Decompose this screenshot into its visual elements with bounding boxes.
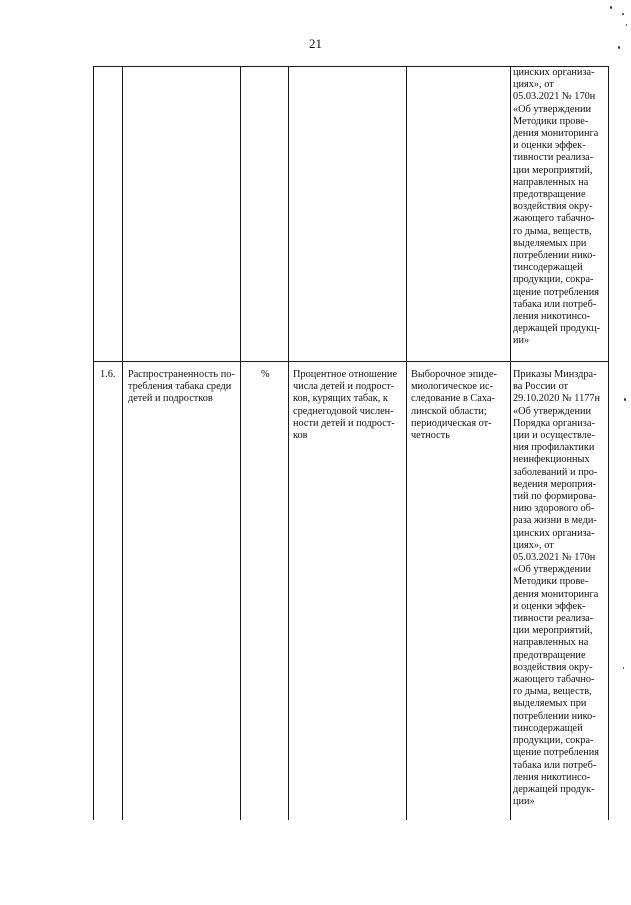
table-divider-3 [288,66,289,820]
scan-speck [624,398,626,401]
table-divider-5 [510,66,511,820]
table-border-right [608,66,609,820]
unit-cell: % [261,369,270,380]
indicator-name-cell: Распространенность по- требления табака среди детей и подростков [128,369,235,405]
table-border-left [93,66,94,820]
scan-speck [618,46,620,49]
page-number: 21 [309,36,322,51]
scan-speck [623,667,624,669]
legal-basis-cell: Приказы Минздра- ва России от 29.10.2020 № 1177н «Об утверждении Порядка организа- ции и осуществле- ния профилактики неинфекционных заболеваний и про- ведения мероприя- тий по формирова- нию здорового об- раза жизни в меди- цинских организа- циях», от 05.03.2021 № 170н «Об утверждении Методики прове- дения мониторинга и оценки эффек- тивности реализа- ции мероприятий, направленных на предотвращение воздействия окру- жающего табачно- го дыма, веществ, выделяемых при потреблении нико- тинсодержащей продукции, сокра- щение потребления табака или потреб- ления никотинсо- держащей продук- ции» [513,369,601,808]
table-divider-1 [122,66,123,820]
data-source-cell: Выборочное эпиде- миологическое ис- следование в Саха- линской области; периодическая от- четность [411,369,497,442]
table-divider-2 [240,66,241,820]
table-row-separator [93,361,609,362]
legal-basis-cell-continued: цинских организа- циях», от 05.03.2021 № 170н «Об утверждении Методики прове- дения мониторинга и оценки эффек- тивности реализа- ции мероприятий, направленных на предотвращение воздействия окру- жающего табачно- го дыма, веществ, выделяемых при потреблении нико- тинсодержащей продукции, сокра- щение потребления табака или потреб- ления никотинсо- держащей продукц- ии» [513,67,601,347]
scan-speck [622,13,624,15]
calculation-method-cell: Процентное отношение числа детей и подрост- ков, курящих табак, к среднегодовой числен- ности детей и подрост- ков [293,369,398,442]
table-divider-4 [406,66,407,820]
scan-speck [626,24,627,26]
row-number-cell: 1.6. [100,369,116,380]
scan-speck [610,6,612,9]
